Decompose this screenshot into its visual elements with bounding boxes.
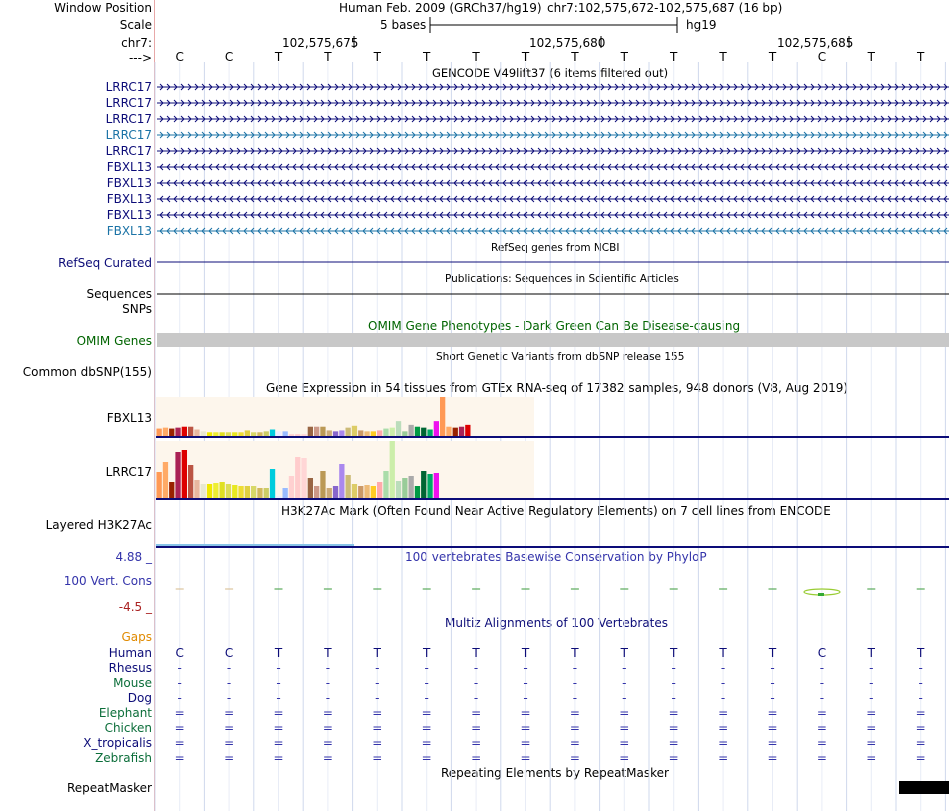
alignment-cell: C xyxy=(175,646,184,660)
gtex-bar-fbxl13 xyxy=(232,432,237,436)
gtex-bar-lrrc17 xyxy=(213,483,218,498)
gene-label[interactable]: LRRC17 xyxy=(105,144,152,158)
phylop-title[interactable]: 100 vertebrates Basewise Conservation by PhyloP xyxy=(405,550,707,564)
gtex-bar-fbxl13 xyxy=(289,434,294,436)
gene-label[interactable]: FBXL13 xyxy=(106,208,152,222)
alignment-cell: = xyxy=(668,706,679,720)
gtex-background xyxy=(156,441,534,498)
base-letter: T xyxy=(719,50,727,64)
gtex-bar-fbxl13 xyxy=(283,431,288,436)
alignment-cell: = xyxy=(224,751,235,765)
alignment-cell: = xyxy=(767,736,778,750)
position-text: chr7:102,575,672-102,575,687 (16 bp) xyxy=(547,1,783,15)
gtex-bar-fbxl13 xyxy=(415,427,420,436)
h3k27ac-title[interactable]: H3K27Ac Mark (Often Found Near Active Regulatory Elements) on 7 cell lines from ENCODE xyxy=(281,504,831,518)
gtex-bar-fbxl13 xyxy=(175,428,180,436)
alignment-cell: - xyxy=(671,661,676,675)
phylop-min: -4.5 _ xyxy=(118,600,152,614)
alignment-cell: C xyxy=(817,646,827,660)
alignment-cell: = xyxy=(273,751,284,765)
alignment-cell: T xyxy=(274,646,283,660)
alignment-cell: - xyxy=(325,691,331,705)
gtex-bar-lrrc17 xyxy=(220,482,225,498)
gtex-bar-lrrc17 xyxy=(320,471,325,498)
alignment-cell: - xyxy=(572,691,578,705)
h3k27ac-label[interactable]: Layered H3K27Ac xyxy=(45,518,152,532)
alignment-cell: T xyxy=(719,646,727,660)
gtex-bar-lrrc17 xyxy=(201,484,206,498)
species-label[interactable]: X_tropicalis xyxy=(83,736,152,750)
alignment-cell: = xyxy=(619,706,630,720)
gtex-bar-lrrc17 xyxy=(421,471,426,498)
alignment-cell: = xyxy=(471,751,482,765)
alignment-cell: = xyxy=(718,751,729,765)
phylop-label[interactable]: 100 Vert. Cons xyxy=(63,574,152,588)
alignment-cell: - xyxy=(671,691,676,705)
alignment-cell: = xyxy=(322,736,333,750)
alignment-cell: - xyxy=(918,676,923,690)
alignment-cell: = xyxy=(767,751,778,765)
gtex-bar-lrrc17 xyxy=(194,480,199,498)
gtex-bar-fbxl13 xyxy=(188,427,193,436)
gtex-bar-lrrc17 xyxy=(415,486,420,498)
gtex-bar-fbxl13 xyxy=(364,431,369,436)
gtex-bar-fbxl13 xyxy=(314,427,319,436)
alignment-cell: = xyxy=(619,751,630,765)
alignment-cell: = xyxy=(668,721,679,735)
alignment-cell: - xyxy=(720,661,726,675)
gtex-title[interactable]: Gene Expression in 54 tissues from GTEx RNA-seq of 17382 samples, 948 donors (V8, Aug 2019) xyxy=(266,381,849,395)
gtex-bar-lrrc17 xyxy=(333,486,338,498)
alignment-cell: = xyxy=(471,721,482,735)
alignment-cell: = xyxy=(718,736,729,750)
alignment-cell: = xyxy=(718,721,729,735)
base-letter: T xyxy=(324,50,332,64)
gtex-bar-fbxl13 xyxy=(207,432,212,436)
gtex-bar-fbxl13 xyxy=(301,434,306,436)
gtex-bar-fbxl13 xyxy=(465,425,470,436)
alignment-cell: - xyxy=(622,676,627,690)
alignment-cell: T xyxy=(620,646,628,660)
alignment-cell: - xyxy=(770,676,775,690)
base-letter: T xyxy=(274,50,283,64)
gtex-bar-fbxl13 xyxy=(308,427,313,436)
base-letter: T xyxy=(571,50,579,64)
strand-arrow-label: ---> xyxy=(128,51,152,65)
alignment-cell: - xyxy=(473,676,479,690)
gtex-bar-fbxl13 xyxy=(346,428,351,436)
gtex-bar-lrrc17 xyxy=(346,475,351,498)
alignment-cell: - xyxy=(226,691,232,705)
alignment-cell: = xyxy=(273,736,284,750)
gtex-bar-lrrc17 xyxy=(238,486,243,498)
alignment-cell: - xyxy=(424,676,429,690)
gene-label[interactable]: FBXL13 xyxy=(106,192,152,206)
species-label[interactable]: Elephant xyxy=(98,706,152,720)
alignment-cell: = xyxy=(372,721,383,735)
alignment-cell: - xyxy=(918,661,923,675)
gtex-bar-lrrc17 xyxy=(390,441,395,498)
gtex-bar-fbxl13 xyxy=(327,430,332,436)
gtex-bar-fbxl13 xyxy=(220,432,225,436)
alignment-cell: - xyxy=(325,661,331,675)
alignment-cell: = xyxy=(421,721,432,735)
refseq-title[interactable]: RefSeq genes from NCBI xyxy=(491,242,620,254)
gtex-bar-fbxl13 xyxy=(396,421,401,436)
gtex-bar-fbxl13 xyxy=(295,434,300,436)
alignment-cell: - xyxy=(325,676,331,690)
gtex-bar-lrrc17 xyxy=(409,476,414,498)
gtex-bar-lrrc17 xyxy=(175,452,180,498)
gtex-bar-lrrc17 xyxy=(295,457,300,498)
gtex-bar-fbxl13 xyxy=(446,427,451,436)
tick-label: 102,575,680 xyxy=(529,36,606,50)
alignment-cell: T xyxy=(768,646,777,660)
alignment-cell: = xyxy=(174,736,185,750)
publications-title[interactable]: Publications: Sequences in Scientific Articles xyxy=(445,273,679,285)
gtex-bar-lrrc17 xyxy=(358,486,363,498)
alignment-cell: - xyxy=(177,676,182,690)
gtex-bar-fbxl13 xyxy=(194,430,199,437)
gene-label[interactable]: FBXL13 xyxy=(106,224,152,238)
alignment-cell: T xyxy=(472,646,480,660)
gtex-bar-fbxl13 xyxy=(333,431,338,436)
alignment-cell: = xyxy=(866,736,877,750)
window-position-label: Window Position xyxy=(54,1,152,15)
alignment-cell: - xyxy=(770,691,775,705)
gtex-bar-fbxl13 xyxy=(169,429,174,436)
gtex-bar-lrrc17 xyxy=(169,482,174,498)
alignment-cell: - xyxy=(572,661,578,675)
gtex-bar-lrrc17 xyxy=(245,486,250,498)
gtex-bar-lrrc17 xyxy=(339,464,344,498)
multiz-title[interactable]: Multiz Alignments of 100 Vertebrates xyxy=(445,616,669,630)
scale-label: Scale xyxy=(119,18,152,32)
gtex-bar-fbxl13 xyxy=(383,429,388,436)
alignment-cell: - xyxy=(523,676,528,690)
alignment-cell: = xyxy=(520,751,531,765)
alignment-cell: - xyxy=(424,691,429,705)
alignment-cell: T xyxy=(423,646,431,660)
alignment-cell: - xyxy=(770,661,775,675)
base-letter: T xyxy=(620,50,628,64)
gtex-bar-fbxl13 xyxy=(402,431,407,436)
gtex-bar-fbxl13 xyxy=(163,428,168,436)
alignment-cell: - xyxy=(869,691,874,705)
base-letter: C xyxy=(224,50,234,64)
gene-label[interactable]: LRRC17 xyxy=(105,80,152,94)
alignment-cell: = xyxy=(668,751,679,765)
gtex-bar-lrrc17 xyxy=(396,481,401,498)
alignment-cell: - xyxy=(424,661,429,675)
alignment-cell: - xyxy=(572,676,578,690)
alignment-cell: - xyxy=(819,676,825,690)
alignment-cell: = xyxy=(471,706,482,720)
gene-label[interactable]: FBXL13 xyxy=(106,160,152,174)
alignment-cell: T xyxy=(867,646,875,660)
gtex-bar-lrrc17 xyxy=(402,478,407,498)
alignment-cell: = xyxy=(421,706,432,720)
base-letter: T xyxy=(521,50,530,64)
species-label[interactable]: Mouse xyxy=(113,676,152,690)
alignment-cell: - xyxy=(177,661,182,675)
alignment-cell: = xyxy=(718,706,729,720)
gtex-gene-label[interactable]: FBXL13 xyxy=(106,411,152,425)
gtex-bar-lrrc17 xyxy=(327,488,332,498)
gtex-bar-fbxl13 xyxy=(377,430,382,436)
gtex-bar-lrrc17 xyxy=(283,488,288,498)
gtex-bar-lrrc17 xyxy=(364,485,369,498)
gtex-bar-lrrc17 xyxy=(289,476,294,498)
base-letter: C xyxy=(175,50,184,64)
alignment-cell: = xyxy=(619,736,630,750)
alignment-cell: = xyxy=(915,736,926,750)
omim-label[interactable]: OMIM Genes xyxy=(76,334,152,348)
alignment-cell: = xyxy=(520,721,531,735)
gtex-bar-fbxl13 xyxy=(459,427,464,436)
alignment-cell: - xyxy=(622,691,627,705)
alignment-cell: - xyxy=(375,691,380,705)
alignment-cell: = xyxy=(767,706,778,720)
alignment-cell: = xyxy=(174,706,185,720)
base-letter: T xyxy=(867,50,875,64)
gtex-bar-fbxl13 xyxy=(421,428,426,436)
gtex-bar-fbxl13 xyxy=(371,431,376,436)
gtex-bar-lrrc17 xyxy=(163,462,168,498)
alignment-cell: C xyxy=(224,646,234,660)
alignment-cell: - xyxy=(523,691,528,705)
assembly-title: Human Feb. 2009 (GRCh37/hg19) xyxy=(339,1,542,15)
gtex-bar-lrrc17 xyxy=(226,484,231,498)
gtex-bar-lrrc17 xyxy=(157,472,162,498)
gtex-bar-fbxl13 xyxy=(358,430,363,436)
tick-label: 102,575,675 xyxy=(282,36,359,50)
gtex-bar-fbxl13 xyxy=(440,397,445,436)
gtex-bar-lrrc17 xyxy=(383,471,388,498)
base-letter: T xyxy=(423,50,431,64)
alignment-cell: = xyxy=(816,751,827,765)
base-letter: T xyxy=(670,50,678,64)
gtex-bar-lrrc17 xyxy=(182,450,187,498)
gtex-bar-lrrc17 xyxy=(251,486,256,498)
gtex-bar-lrrc17 xyxy=(427,474,432,498)
gtex-bar-lrrc17 xyxy=(352,484,357,498)
gtex-bar-fbxl13 xyxy=(434,421,439,436)
alignment-cell: = xyxy=(224,706,235,720)
gtex-bar-fbxl13 xyxy=(245,430,250,436)
gtex-bar-lrrc17 xyxy=(232,485,237,498)
alignment-cell: = xyxy=(322,721,333,735)
dbsnp-title[interactable]: Short Genetic Variants from dbSNP release 155 xyxy=(436,351,685,363)
alignment-cell: = xyxy=(866,751,877,765)
publications-label[interactable]: Sequences xyxy=(86,287,152,301)
alignment-cell: T xyxy=(373,646,381,660)
repeat-element xyxy=(899,781,949,794)
gtex-background xyxy=(156,397,534,436)
alignment-cell: - xyxy=(276,676,281,690)
alignment-cell: = xyxy=(866,721,877,735)
alignment-cell: = xyxy=(816,736,827,750)
base-letter: T xyxy=(768,50,777,64)
alignment-cell: - xyxy=(375,676,380,690)
alignment-cell: = xyxy=(866,706,877,720)
alignment-cell: = xyxy=(668,736,679,750)
db-name: hg19 xyxy=(686,18,717,32)
gene-label[interactable]: LRRC17 xyxy=(105,112,152,126)
gtex-bar-lrrc17 xyxy=(188,465,193,498)
alignment-cell: - xyxy=(918,691,923,705)
gtex-bar-lrrc17 xyxy=(314,486,319,498)
gtex-bar-fbxl13 xyxy=(201,431,206,436)
alignment-cell: = xyxy=(915,706,926,720)
alignment-cell: = xyxy=(569,751,580,765)
alignment-cell: T xyxy=(571,646,579,660)
alignment-cell: = xyxy=(569,736,580,750)
chrom-label: chr7: xyxy=(121,36,152,50)
alignment-cell: - xyxy=(720,691,726,705)
gtex-bar-fbxl13 xyxy=(157,429,162,436)
alignment-cell: - xyxy=(819,661,825,675)
alignment-cell: - xyxy=(177,691,182,705)
tick-label: 102,575,685 xyxy=(777,36,854,50)
gtex-bar-fbxl13 xyxy=(270,430,275,437)
alignment-cell: = xyxy=(372,751,383,765)
alignment-cell: = xyxy=(421,751,432,765)
alignment-cell: = xyxy=(816,706,827,720)
alignment-cell: = xyxy=(224,721,235,735)
alignment-cell: = xyxy=(421,736,432,750)
alignment-cell: T xyxy=(324,646,332,660)
alignment-cell: = xyxy=(520,736,531,750)
gtex-bar-fbxl13 xyxy=(339,430,344,436)
multiz-gaps-label: Gaps xyxy=(121,630,152,644)
alignment-cell: - xyxy=(473,661,479,675)
alignment-cell: - xyxy=(622,661,627,675)
species-label[interactable]: Rhesus xyxy=(108,661,152,675)
refseq-label[interactable]: RefSeq Curated xyxy=(58,256,152,270)
alignment-cell: - xyxy=(523,661,528,675)
gene-label[interactable]: LRRC17 xyxy=(105,96,152,110)
alignment-cell: - xyxy=(226,661,232,675)
alignment-cell: = xyxy=(174,751,185,765)
gtex-bar-fbxl13 xyxy=(427,430,432,437)
gtex-bar-fbxl13 xyxy=(238,432,243,436)
base-letter: C xyxy=(817,50,827,64)
alignment-cell: = xyxy=(322,751,333,765)
alignment-cell: - xyxy=(819,691,825,705)
gtex-bar-fbxl13 xyxy=(276,431,281,436)
gtex-bar-lrrc17 xyxy=(264,488,269,498)
alignment-cell: = xyxy=(273,706,284,720)
gene-label[interactable]: FBXL13 xyxy=(106,176,152,190)
gtex-bar-fbxl13 xyxy=(320,427,325,436)
gtex-gene-label[interactable]: LRRC17 xyxy=(105,465,152,479)
alignment-cell: - xyxy=(276,661,281,675)
species-label[interactable]: Human xyxy=(108,646,152,660)
gtex-bar-lrrc17 xyxy=(434,473,439,498)
alignment-cell: = xyxy=(174,721,185,735)
gtex-bar-lrrc17 xyxy=(270,469,275,498)
alignment-cell: = xyxy=(471,736,482,750)
alignment-cell: = xyxy=(372,706,383,720)
dbsnp-label[interactable]: Common dbSNP(155) xyxy=(22,365,152,379)
alignment-cell: = xyxy=(619,721,630,735)
gtex-bar-lrrc17 xyxy=(308,478,313,498)
gtex-bar-fbxl13 xyxy=(182,427,187,436)
alignment-cell: T xyxy=(917,646,925,660)
gtex-bar-fbxl13 xyxy=(390,428,395,436)
gtex-bar-fbxl13 xyxy=(453,428,458,436)
alignment-cell: = xyxy=(322,706,333,720)
alignment-cell: = xyxy=(273,721,284,735)
base-letter: T xyxy=(472,50,480,64)
phylop-highlight-fill xyxy=(818,593,824,596)
gtex-bar-lrrc17 xyxy=(276,496,281,498)
gtex-bar-fbxl13 xyxy=(352,426,357,436)
alignment-cell: = xyxy=(816,721,827,735)
base-letter: T xyxy=(373,50,381,64)
alignment-cell: T xyxy=(521,646,530,660)
species-label[interactable]: Zebrafish xyxy=(95,751,152,765)
gtex-bar-fbxl13 xyxy=(226,432,231,436)
omim-bar xyxy=(157,333,949,347)
phylop-max: 4.88 _ xyxy=(115,550,152,564)
alignment-cell: - xyxy=(869,661,874,675)
publications-label-snps[interactable]: SNPs xyxy=(122,302,152,316)
gene-label[interactable]: LRRC17 xyxy=(105,128,152,142)
alignment-cell: - xyxy=(869,676,874,690)
gtex-bar-fbxl13 xyxy=(409,425,414,436)
alignment-cell: - xyxy=(276,691,281,705)
base-letter: T xyxy=(917,50,925,64)
gtex-bar-lrrc17 xyxy=(207,484,212,498)
alignment-cell: - xyxy=(473,691,479,705)
gtex-bar-lrrc17 xyxy=(257,488,262,498)
alignment-cell: T xyxy=(670,646,678,660)
alignment-cell: = xyxy=(767,721,778,735)
gtex-bar-lrrc17 xyxy=(301,458,306,498)
alignment-cell: - xyxy=(720,676,726,690)
alignment-cell: = xyxy=(569,721,580,735)
gencode-title[interactable]: GENCODE V49lift37 (6 items filtered out) xyxy=(432,66,669,80)
alignment-cell: = xyxy=(915,721,926,735)
gtex-bar-fbxl13 xyxy=(251,432,256,436)
alignment-cell: = xyxy=(224,736,235,750)
repeatmasker-label[interactable]: RepeatMasker xyxy=(66,781,152,795)
alignment-cell: = xyxy=(915,751,926,765)
gtex-bar-lrrc17 xyxy=(377,482,382,498)
gtex-bar-fbxl13 xyxy=(213,432,218,436)
alignment-cell: - xyxy=(226,676,232,690)
species-label[interactable]: Chicken xyxy=(104,721,152,735)
species-label[interactable]: Dog xyxy=(127,691,152,705)
alignment-cell: = xyxy=(372,736,383,750)
alignment-cell: = xyxy=(569,706,580,720)
alignment-cell: = xyxy=(520,706,531,720)
gtex-bar-fbxl13 xyxy=(257,432,262,436)
gtex-bar-lrrc17 xyxy=(371,486,376,498)
scale-text: 5 bases xyxy=(380,18,427,32)
alignment-cell: - xyxy=(375,661,380,675)
alignment-cell: - xyxy=(671,676,676,690)
omim-title[interactable]: OMIM Gene Phenotypes - Dark Green Can Be Disease-causing xyxy=(368,319,741,333)
repeatmasker-title[interactable]: Repeating Elements by RepeatMasker xyxy=(441,766,669,780)
gtex-bar-fbxl13 xyxy=(264,431,269,436)
